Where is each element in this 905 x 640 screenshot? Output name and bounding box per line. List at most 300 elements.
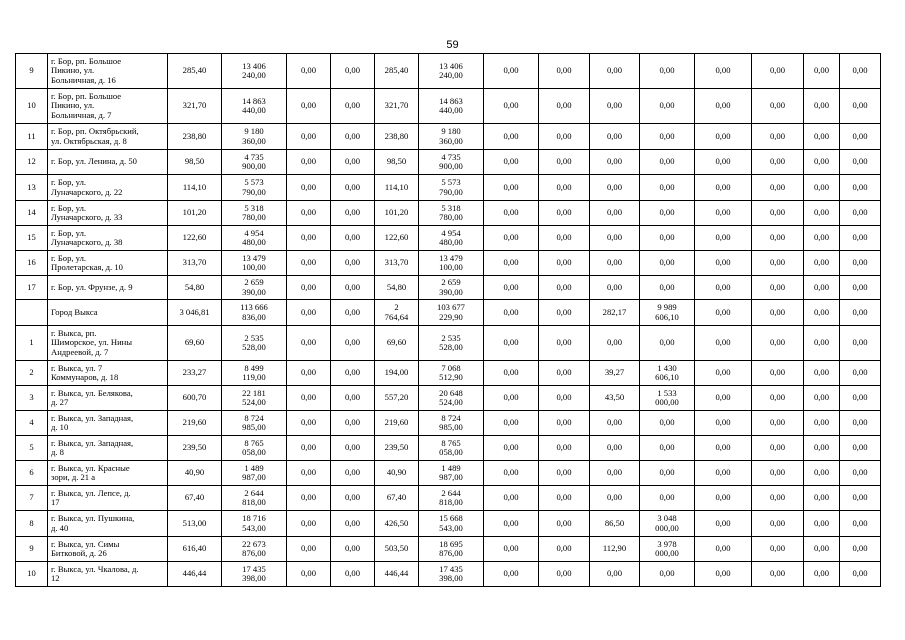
row-number-cell: 3 xyxy=(16,386,48,411)
value-cell: 0,00 xyxy=(331,276,375,300)
value-cell: 0,00 xyxy=(484,226,539,251)
cost-cell: 4 735 900,00 xyxy=(222,150,287,175)
cost-cell: 13 479 100,00 xyxy=(419,251,484,276)
table-row xyxy=(16,276,881,300)
value-cell: 0,00 xyxy=(804,226,840,251)
address-cell: г. Выкса, ул. Лепсе, д. 17 xyxy=(48,486,168,511)
value-cell: 0,00 xyxy=(590,411,640,436)
value-cell: 0,00 xyxy=(331,201,375,226)
table-row xyxy=(16,562,881,587)
table-row xyxy=(16,175,881,201)
value-cell: 0,00 xyxy=(331,89,375,124)
value-cell: 0,00 xyxy=(331,461,375,486)
row-number-cell: 9 xyxy=(16,54,48,89)
value-cell: 0,00 xyxy=(484,361,539,386)
row-number-cell: 16 xyxy=(16,251,48,276)
value-cell: 0,00 xyxy=(804,461,840,486)
value-cell: 0,00 xyxy=(804,537,840,562)
cost-cell: 20 648 524,00 xyxy=(419,386,484,411)
value-cell: 0,00 xyxy=(484,251,539,276)
value-cell: 0,00 xyxy=(287,511,331,537)
table-row xyxy=(16,486,881,511)
area-cell: 40,90 xyxy=(375,461,419,486)
value-cell: 0,00 xyxy=(484,436,539,461)
row-number-cell: 17 xyxy=(16,276,48,300)
value-cell: 0,00 xyxy=(752,537,804,562)
value-cell: 0,00 xyxy=(804,511,840,537)
area-cell: 321,70 xyxy=(375,89,419,124)
value-cell: 0,00 xyxy=(539,411,590,436)
row-number-cell: 10 xyxy=(16,89,48,124)
value-cell: 0,00 xyxy=(840,251,881,276)
area-cell: 54,80 xyxy=(168,276,222,300)
cost-cell: 18 716 543,00 xyxy=(222,511,287,537)
cost-cell: 18 695 876,00 xyxy=(419,537,484,562)
cost-cell: 2 535 528,00 xyxy=(222,326,287,361)
value-cell: 0,00 xyxy=(539,226,590,251)
value-cell: 39,27 xyxy=(590,361,640,386)
value-cell: 0,00 xyxy=(539,361,590,386)
value-cell: 0,00 xyxy=(287,226,331,251)
cost-cell: 113 666 836,00 xyxy=(222,300,287,326)
value-cell: 0,00 xyxy=(840,486,881,511)
value-cell: 0,00 xyxy=(287,124,331,150)
cost-cell: 7 068 512,90 xyxy=(419,361,484,386)
area-cell: 557,20 xyxy=(375,386,419,411)
value-cell: 0,00 xyxy=(804,486,840,511)
table-row xyxy=(16,537,881,562)
table-row xyxy=(16,386,881,411)
value-cell: 0,00 xyxy=(331,175,375,201)
row-number-cell: 5 xyxy=(16,436,48,461)
cost-cell: 5 318 780,00 xyxy=(222,201,287,226)
address-cell: г. Выкса, ул. 7 Коммунаров, д. 18 xyxy=(48,361,168,386)
area-cell: 122,60 xyxy=(168,226,222,251)
area-cell: 69,60 xyxy=(168,326,222,361)
value-cell: 0,00 xyxy=(840,276,881,300)
cost-cell: 8 765 058,00 xyxy=(419,436,484,461)
area-cell: 426,50 xyxy=(375,511,419,537)
value-cell: 0,00 xyxy=(752,124,804,150)
value-cell: 0,00 xyxy=(287,175,331,201)
row-number-cell: 4 xyxy=(16,411,48,436)
row-number-cell: 11 xyxy=(16,124,48,150)
row-number-cell: 7 xyxy=(16,486,48,511)
cost-cell: 8 724 985,00 xyxy=(419,411,484,436)
value-cell: 0,00 xyxy=(752,562,804,587)
value-cell: 0,00 xyxy=(640,124,695,150)
value-cell: 0,00 xyxy=(331,537,375,562)
area-cell: 122,60 xyxy=(375,226,419,251)
value-cell: 0,00 xyxy=(287,54,331,89)
row-number-cell: 12 xyxy=(16,150,48,175)
value-cell: 0,00 xyxy=(752,226,804,251)
area-cell: 285,40 xyxy=(168,54,222,89)
cost-cell: 15 668 543,00 xyxy=(419,511,484,537)
value-cell: 0,00 xyxy=(695,276,752,300)
value-cell: 0,00 xyxy=(590,436,640,461)
address-cell: г. Выкса, ул. Симы Битковой, д. 26 xyxy=(48,537,168,562)
value-cell: 0,00 xyxy=(539,89,590,124)
value-cell: 282,17 xyxy=(590,300,640,326)
table-row xyxy=(16,461,881,486)
value-cell: 0,00 xyxy=(484,54,539,89)
table-row xyxy=(16,251,881,276)
value-cell: 0,00 xyxy=(840,150,881,175)
value-cell: 0,00 xyxy=(695,89,752,124)
value-cell: 0,00 xyxy=(539,461,590,486)
value-cell: 0,00 xyxy=(331,150,375,175)
value-cell: 0,00 xyxy=(752,89,804,124)
area-cell: 194,00 xyxy=(375,361,419,386)
address-cell: г. Бор, ул. Луначарского, д. 22 xyxy=(48,175,168,201)
value-cell: 0,00 xyxy=(331,562,375,587)
area-cell: 446,44 xyxy=(168,562,222,587)
cost-cell: 8 724 985,00 xyxy=(222,411,287,436)
area-cell: 513,00 xyxy=(168,511,222,537)
area-cell: 219,60 xyxy=(168,411,222,436)
value-cell: 0,00 xyxy=(804,326,840,361)
cost-cell: 9 180 360,00 xyxy=(222,124,287,150)
cost-cell: 13 406 240,00 xyxy=(222,54,287,89)
value-cell: 0,00 xyxy=(331,326,375,361)
cost-cell: 2 644 818,00 xyxy=(419,486,484,511)
cost-cell: 2 659 390,00 xyxy=(419,276,484,300)
value-cell: 0,00 xyxy=(590,226,640,251)
area-cell: 40,90 xyxy=(168,461,222,486)
value-cell: 1 533 000,00 xyxy=(640,386,695,411)
value-cell: 0,00 xyxy=(695,251,752,276)
row-number-cell: 1 xyxy=(16,326,48,361)
area-cell: 446,44 xyxy=(375,562,419,587)
value-cell: 0,00 xyxy=(287,461,331,486)
area-cell: 101,20 xyxy=(375,201,419,226)
value-cell: 0,00 xyxy=(804,300,840,326)
value-cell: 0,00 xyxy=(640,175,695,201)
value-cell: 0,00 xyxy=(484,150,539,175)
value-cell: 0,00 xyxy=(840,562,881,587)
area-cell: 313,70 xyxy=(375,251,419,276)
value-cell: 0,00 xyxy=(695,411,752,436)
value-cell: 0,00 xyxy=(331,386,375,411)
row-number-cell: 9 xyxy=(16,537,48,562)
value-cell: 0,00 xyxy=(590,326,640,361)
value-cell: 3 978 000,00 xyxy=(640,537,695,562)
row-number-cell: 15 xyxy=(16,226,48,251)
value-cell: 86,50 xyxy=(590,511,640,537)
value-cell: 0,00 xyxy=(287,486,331,511)
value-cell: 0,00 xyxy=(590,54,640,89)
value-cell: 0,00 xyxy=(287,150,331,175)
value-cell: 0,00 xyxy=(484,326,539,361)
value-cell: 0,00 xyxy=(804,124,840,150)
area-cell: 238,80 xyxy=(375,124,419,150)
area-cell: 285,40 xyxy=(375,54,419,89)
address-cell: г. Бор, ул. Пролетарская, д. 10 xyxy=(48,251,168,276)
value-cell: 0,00 xyxy=(287,436,331,461)
address-cell: г. Бор, ул. Ленина, д. 50 xyxy=(48,150,168,175)
value-cell: 0,00 xyxy=(287,89,331,124)
value-cell: 0,00 xyxy=(840,54,881,89)
value-cell: 0,00 xyxy=(539,300,590,326)
value-cell: 0,00 xyxy=(752,300,804,326)
area-cell: 114,10 xyxy=(375,175,419,201)
value-cell: 0,00 xyxy=(840,175,881,201)
value-cell: 0,00 xyxy=(840,461,881,486)
area-cell: 2 764,64 xyxy=(375,300,419,326)
area-cell: 67,40 xyxy=(168,486,222,511)
value-cell: 0,00 xyxy=(331,124,375,150)
value-cell: 0,00 xyxy=(640,89,695,124)
value-cell: 0,00 xyxy=(752,386,804,411)
value-cell: 0,00 xyxy=(640,436,695,461)
area-cell: 239,50 xyxy=(375,436,419,461)
data-table xyxy=(15,53,881,587)
value-cell: 43,50 xyxy=(590,386,640,411)
table-row xyxy=(16,361,881,386)
area-cell: 54,80 xyxy=(375,276,419,300)
value-cell: 0,00 xyxy=(331,486,375,511)
table-row xyxy=(16,54,881,89)
value-cell: 0,00 xyxy=(590,175,640,201)
cost-cell: 4 954 480,00 xyxy=(419,226,484,251)
value-cell: 0,00 xyxy=(331,411,375,436)
address-cell: Город Выкса xyxy=(48,300,168,326)
address-cell: г. Бор, рп. Октябрьский, ул. Октябрьская, д. 8 xyxy=(48,124,168,150)
value-cell: 0,00 xyxy=(695,326,752,361)
area-cell: 313,70 xyxy=(168,251,222,276)
value-cell: 0,00 xyxy=(590,562,640,587)
table-row xyxy=(16,89,881,124)
address-cell: г. Бор, рп. Большое Пикино, ул. Больничная, д. 7 xyxy=(48,89,168,124)
value-cell: 3 048 000,00 xyxy=(640,511,695,537)
value-cell: 0,00 xyxy=(331,361,375,386)
value-cell: 0,00 xyxy=(484,386,539,411)
value-cell: 0,00 xyxy=(804,276,840,300)
value-cell: 0,00 xyxy=(804,251,840,276)
value-cell: 0,00 xyxy=(484,461,539,486)
row-number-cell: 14 xyxy=(16,201,48,226)
area-cell: 238,80 xyxy=(168,124,222,150)
value-cell: 0,00 xyxy=(287,276,331,300)
value-cell: 0,00 xyxy=(484,201,539,226)
value-cell: 0,00 xyxy=(640,150,695,175)
value-cell: 0,00 xyxy=(695,461,752,486)
value-cell: 0,00 xyxy=(752,150,804,175)
cost-cell: 4 954 480,00 xyxy=(222,226,287,251)
table-row xyxy=(16,411,881,436)
value-cell: 0,00 xyxy=(539,386,590,411)
value-cell: 0,00 xyxy=(752,461,804,486)
value-cell: 0,00 xyxy=(484,511,539,537)
value-cell: 0,00 xyxy=(840,361,881,386)
value-cell: 112,90 xyxy=(590,537,640,562)
area-cell: 101,20 xyxy=(168,201,222,226)
table-row xyxy=(16,326,881,361)
value-cell: 1 430 606,10 xyxy=(640,361,695,386)
value-cell: 0,00 xyxy=(695,511,752,537)
value-cell: 0,00 xyxy=(287,326,331,361)
address-cell: г. Выкса, ул. Западная, д. 8 xyxy=(48,436,168,461)
value-cell: 0,00 xyxy=(590,276,640,300)
cost-cell: 14 863 440,00 xyxy=(419,89,484,124)
value-cell: 0,00 xyxy=(804,386,840,411)
area-cell: 98,50 xyxy=(375,150,419,175)
cost-cell: 1 489 987,00 xyxy=(222,461,287,486)
value-cell: 0,00 xyxy=(840,89,881,124)
cost-cell: 1 489 987,00 xyxy=(419,461,484,486)
value-cell: 0,00 xyxy=(640,226,695,251)
address-cell: г. Бор, ул. Луначарского, д. 38 xyxy=(48,226,168,251)
value-cell: 0,00 xyxy=(539,251,590,276)
value-cell: 0,00 xyxy=(695,300,752,326)
value-cell: 0,00 xyxy=(804,54,840,89)
cost-cell: 8 765 058,00 xyxy=(222,436,287,461)
row-number-cell: 2 xyxy=(16,361,48,386)
cost-cell: 103 677 229,90 xyxy=(419,300,484,326)
cost-cell: 22 673 876,00 xyxy=(222,537,287,562)
row-number-cell: 6 xyxy=(16,461,48,486)
value-cell: 0,00 xyxy=(590,201,640,226)
value-cell: 0,00 xyxy=(590,251,640,276)
value-cell: 0,00 xyxy=(752,251,804,276)
area-cell: 69,60 xyxy=(375,326,419,361)
value-cell: 0,00 xyxy=(539,276,590,300)
value-cell: 0,00 xyxy=(484,300,539,326)
value-cell: 0,00 xyxy=(287,201,331,226)
value-cell: 0,00 xyxy=(539,175,590,201)
address-cell: г. Выкса, ул. Чкалова, д. 12 xyxy=(48,562,168,587)
value-cell: 0,00 xyxy=(804,436,840,461)
table-row xyxy=(16,124,881,150)
address-cell: г. Бор, ул. Фрунзе, д. 9 xyxy=(48,276,168,300)
cost-cell: 2 535 528,00 xyxy=(419,326,484,361)
cost-cell: 9 180 360,00 xyxy=(419,124,484,150)
area-cell: 503,50 xyxy=(375,537,419,562)
cost-cell: 13 479 100,00 xyxy=(222,251,287,276)
address-cell: г. Выкса, ул. Пушкина, д. 40 xyxy=(48,511,168,537)
value-cell: 0,00 xyxy=(752,201,804,226)
value-cell: 0,00 xyxy=(539,150,590,175)
value-cell: 0,00 xyxy=(840,201,881,226)
value-cell: 0,00 xyxy=(331,54,375,89)
value-cell: 0,00 xyxy=(484,89,539,124)
value-cell: 0,00 xyxy=(752,486,804,511)
value-cell: 0,00 xyxy=(695,150,752,175)
value-cell: 0,00 xyxy=(840,436,881,461)
value-cell: 0,00 xyxy=(695,537,752,562)
cost-cell: 5 573 790,00 xyxy=(419,175,484,201)
table-row xyxy=(16,150,881,175)
cost-cell: 8 499 119,00 xyxy=(222,361,287,386)
value-cell: 0,00 xyxy=(840,226,881,251)
value-cell: 0,00 xyxy=(695,54,752,89)
value-cell: 0,00 xyxy=(287,386,331,411)
value-cell: 0,00 xyxy=(640,486,695,511)
value-cell: 0,00 xyxy=(287,300,331,326)
value-cell: 0,00 xyxy=(590,486,640,511)
page-number: 59 xyxy=(446,39,459,51)
row-number-cell: 13 xyxy=(16,175,48,201)
value-cell: 0,00 xyxy=(640,251,695,276)
value-cell: 0,00 xyxy=(539,201,590,226)
area-cell: 616,40 xyxy=(168,537,222,562)
value-cell: 0,00 xyxy=(484,562,539,587)
table-row xyxy=(16,511,881,537)
value-cell: 0,00 xyxy=(840,300,881,326)
value-cell: 0,00 xyxy=(752,54,804,89)
cost-cell: 2 659 390,00 xyxy=(222,276,287,300)
value-cell: 0,00 xyxy=(695,175,752,201)
cost-cell: 5 573 790,00 xyxy=(222,175,287,201)
value-cell: 0,00 xyxy=(804,562,840,587)
value-cell: 0,00 xyxy=(539,486,590,511)
value-cell: 0,00 xyxy=(752,326,804,361)
value-cell: 0,00 xyxy=(695,226,752,251)
value-cell: 0,00 xyxy=(804,150,840,175)
value-cell: 9 989 606,10 xyxy=(640,300,695,326)
area-cell: 114,10 xyxy=(168,175,222,201)
value-cell: 0,00 xyxy=(331,251,375,276)
address-cell: г. Выкса, ул. Белякова, д. 27 xyxy=(48,386,168,411)
value-cell: 0,00 xyxy=(287,562,331,587)
address-cell: г. Выкса, ул. Западная, д. 10 xyxy=(48,411,168,436)
value-cell: 0,00 xyxy=(840,537,881,562)
value-cell: 0,00 xyxy=(539,326,590,361)
value-cell: 0,00 xyxy=(484,276,539,300)
value-cell: 0,00 xyxy=(539,562,590,587)
value-cell: 0,00 xyxy=(840,386,881,411)
value-cell: 0,00 xyxy=(695,386,752,411)
value-cell: 0,00 xyxy=(840,411,881,436)
cost-cell: 17 435 398,00 xyxy=(419,562,484,587)
value-cell: 0,00 xyxy=(695,201,752,226)
value-cell: 0,00 xyxy=(840,124,881,150)
value-cell: 0,00 xyxy=(287,411,331,436)
value-cell: 0,00 xyxy=(695,562,752,587)
value-cell: 0,00 xyxy=(539,511,590,537)
value-cell: 0,00 xyxy=(804,201,840,226)
value-cell: 0,00 xyxy=(752,511,804,537)
cost-cell: 17 435 398,00 xyxy=(222,562,287,587)
value-cell: 0,00 xyxy=(331,511,375,537)
value-cell: 0,00 xyxy=(640,54,695,89)
address-cell: г. Бор, ул. Луначарского, д. 33 xyxy=(48,201,168,226)
row-number-cell: 8 xyxy=(16,511,48,537)
value-cell: 0,00 xyxy=(484,537,539,562)
area-cell: 321,70 xyxy=(168,89,222,124)
row-number-cell xyxy=(16,300,48,326)
value-cell: 0,00 xyxy=(331,226,375,251)
value-cell: 0,00 xyxy=(590,461,640,486)
area-cell: 219,60 xyxy=(375,411,419,436)
value-cell: 0,00 xyxy=(331,436,375,461)
row-number-cell: 10 xyxy=(16,562,48,587)
value-cell: 0,00 xyxy=(804,89,840,124)
value-cell: 0,00 xyxy=(640,276,695,300)
address-cell: г. Бор, рп. Большое Пикино, ул. Больничная, д. 16 xyxy=(48,54,168,89)
value-cell: 0,00 xyxy=(484,175,539,201)
value-cell: 0,00 xyxy=(695,124,752,150)
value-cell: 0,00 xyxy=(804,361,840,386)
cost-cell: 5 318 780,00 xyxy=(419,201,484,226)
value-cell: 0,00 xyxy=(539,436,590,461)
area-cell: 600,70 xyxy=(168,386,222,411)
area-cell: 3 046,81 xyxy=(168,300,222,326)
value-cell: 0,00 xyxy=(539,54,590,89)
cost-cell: 14 863 440,00 xyxy=(222,89,287,124)
address-cell: г. Выкса, рп. Шиморское, ул. Нины Андреевой, д. 7 xyxy=(48,326,168,361)
